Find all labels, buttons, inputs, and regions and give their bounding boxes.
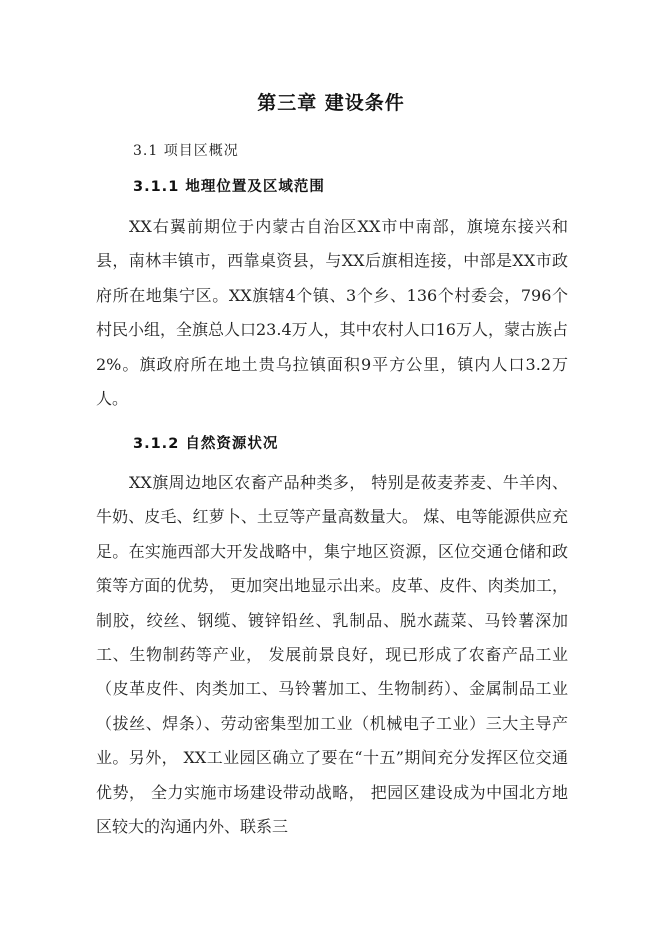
chapter-title: 第三章 建设条件 [257, 92, 405, 114]
subsection-heading-resources: 3.1.2 自然资源状况 [133, 436, 279, 452]
paragraph-resources: XX旗周边地区农畜产品种类多， 特别是莜麦荞麦、牛羊肉、牛奶、皮毛、红萝卜、土豆等产量高数量大。 煤、电等能源供应充足。在实施西部大开发战略中，集宁地区资源，区位交通仓储和政策等方面的优势， 更加突出地显示出来。皮革、皮件、肉类加工，制胶，绞丝、钢缆、镀锌铅丝、乳制品、脱水蔬菜、马铃薯深加工、生物制药等产业， 发展前景良好，现已形成了农畜产品工业（皮革皮件、肉类加工、马铃薯加工、生物制药）、金属制品工业（拔丝、焊条）、劳动密集型加工业（机械电子工业）三大主导产业。另外， XX工业园区确立了要在“十五”期间充分发挥区位交通优势， 全力实施市场建设带动战略， 把园区建设成为中国北方地区较大的沟通内外、联系三 [96, 473, 568, 837]
subsection-heading-location: 3.1.1 地理位置及区域范围 [133, 179, 325, 195]
paragraph-location: XX右翼前期位于内蒙古自治区XX市中南部，旗境东接兴和县，南林丰镇市，西靠桌资县，与XX后旗相连接，中部是XX市政府所在地集宁区。XX旗辖4个镇、3个乡、136个村委会，796个村民小组，全旗总人口23.4万人，其中农村人口16万人，蒙古族占2%。旗政府所在地土贵乌拉镇面积9平方公里，镇内人口3.2万人。 [96, 217, 568, 409]
section-heading: 3.1 项目区概况 [133, 143, 239, 159]
